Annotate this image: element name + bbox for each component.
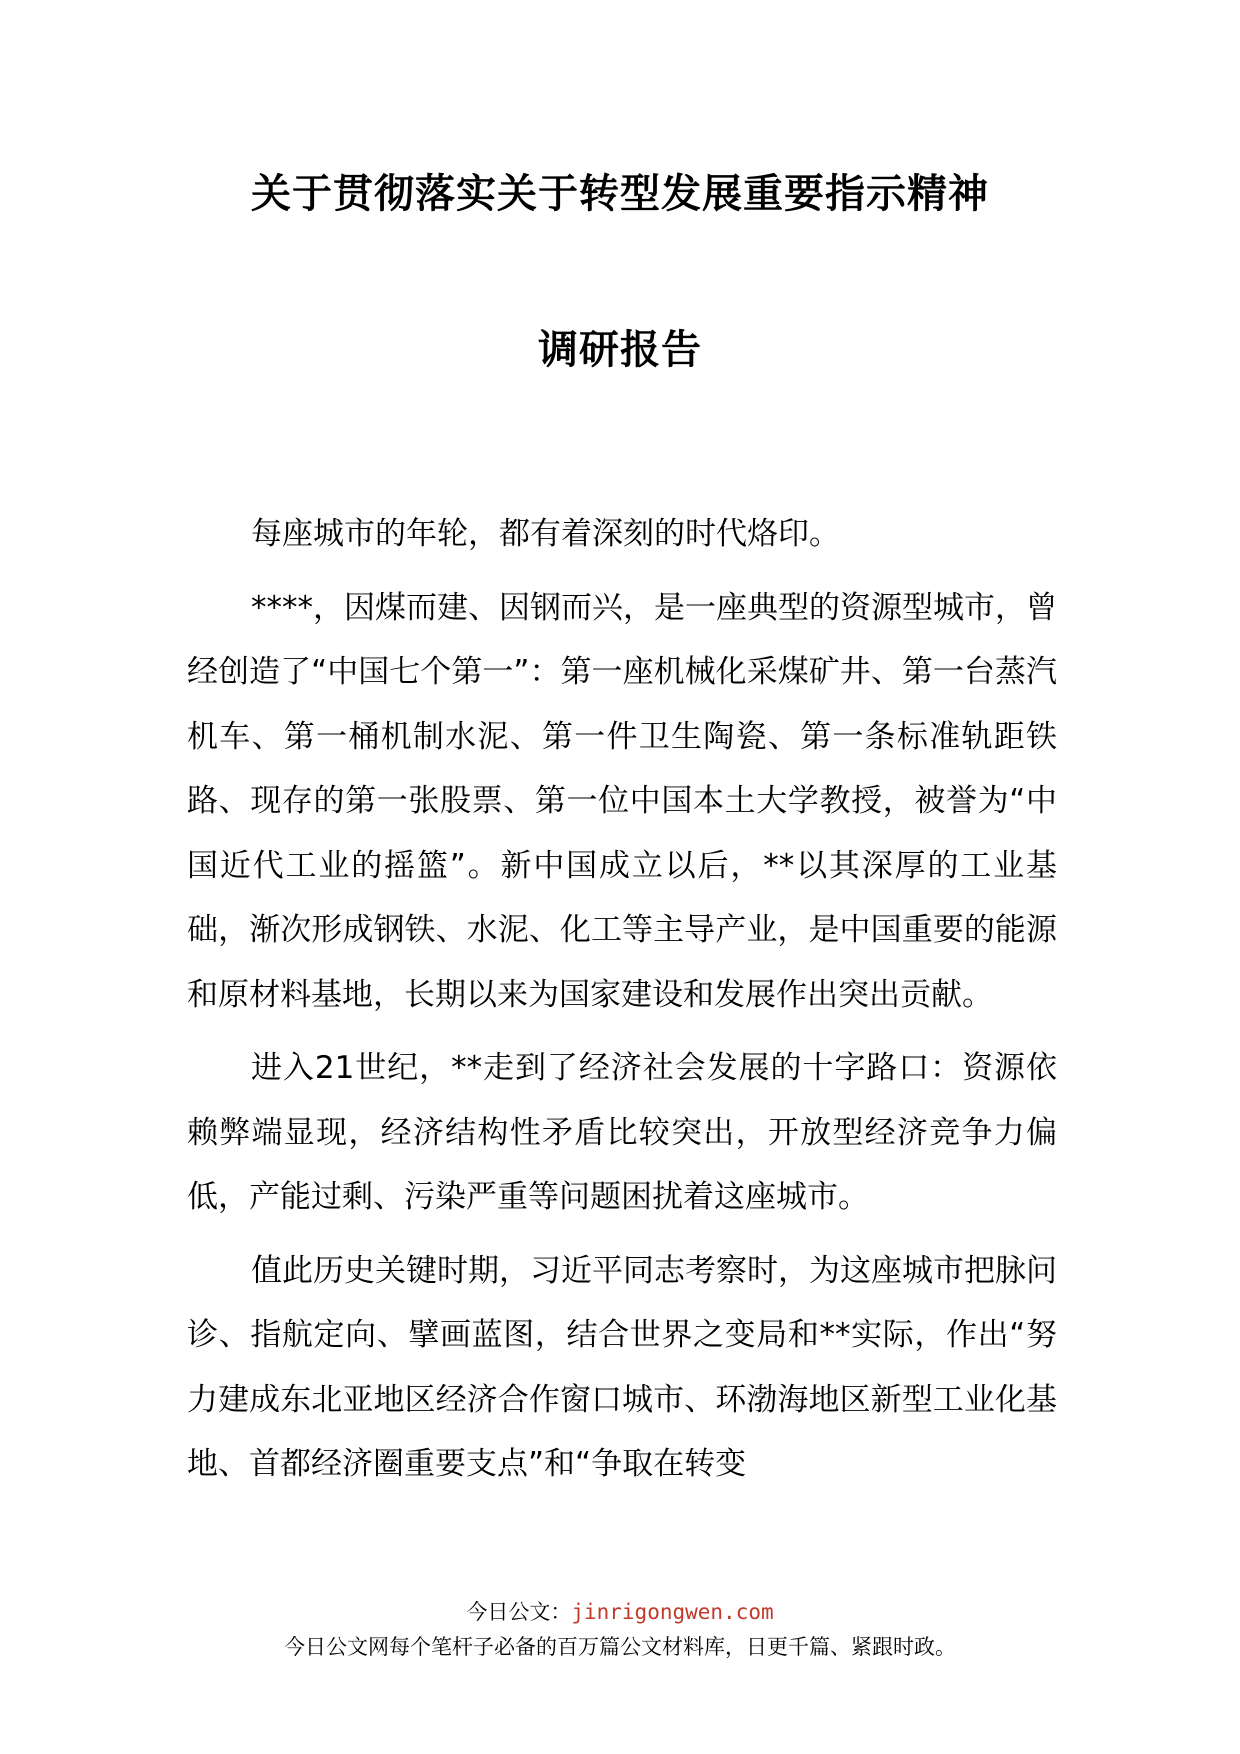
paragraph-3: 进入21世纪，**走到了经济社会发展的十字路口：资源依赖弊端显现，经济结构性矛盾比较突出，开放型经济竞争力偏低，产能过剩、污染严重等问题困扰着这座城市。 (187, 1050, 1057, 1215)
footer-slogan: 今日公文网每个笔杆子必备的百万篇公文材料库，日更千篇、紧跟时政。 (284, 1635, 956, 1659)
footer-label: 今日公文： (466, 1600, 572, 1624)
paragraph-4: 值此历史关键时期，习近平同志考察时，为这座城市把脉问诊、指航定向、擘画蓝图，结合世界之变局和**实际，作出“努力建成东北亚地区经济合作窗口城市、环渤海地区新型工业化基地、首都经济圈重要支点”和“争取在转变 (187, 1252, 1057, 1482)
paragraph-1: 每座城市的年轮，都有着深刻的时代烙印。 (251, 516, 840, 552)
footer-source (0, 1596, 1240, 1626)
document-body (187, 502, 1057, 1506)
document-title-line-1: 关于贯彻落实关于转型发展重要指示精神 (251, 171, 989, 217)
paragraph-2: ****，因煤而建、因钢而兴，是一座典型的资源型城市，曾经创造了“中国七个第一”：第一座机械化采煤矿井、第一台蒸汽机车、第一桶机制水泥、第一件卫生陶瓷、第一条标准轨距铁路、现存的第一张股票、第一位中国本土大学教授，被誉为“中国近代工业的摇篮”。新中国成立以后，**以其深厚的工业基础，渐次形成钢铁、水泥、化工等主导产业，是中国重要的能源和原材料基地，长期以来为国家建设和发展作出突出贡献。 (187, 589, 1057, 1013)
footer-site-link[interactable]: jinrigongwen.com (571, 1600, 774, 1624)
document-title-line-2: 调研报告 (538, 327, 702, 373)
